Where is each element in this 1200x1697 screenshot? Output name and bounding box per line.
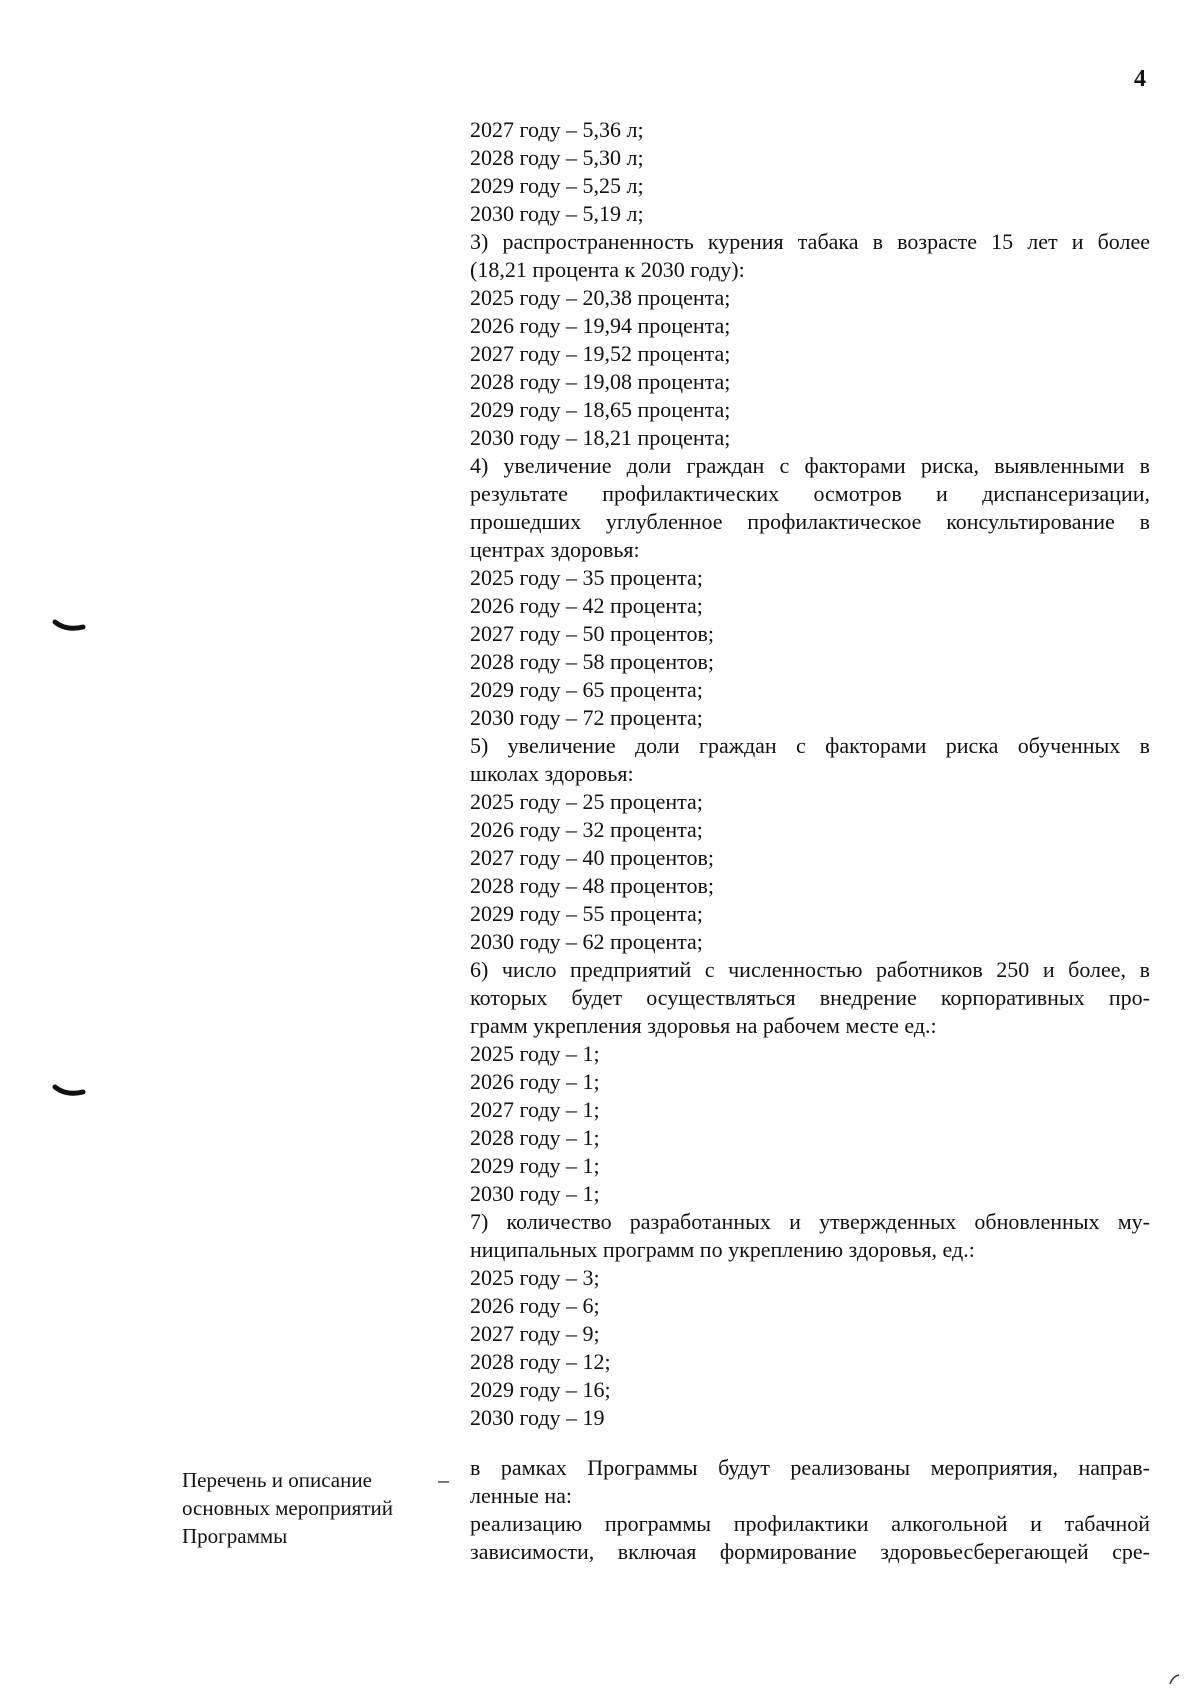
text-line: 2025 году – 1;: [470, 1041, 600, 1066]
text-line: 7) количество разработанных и утвержденных обновленных му-: [470, 1209, 1150, 1234]
text-line: 2027 году – 1;: [470, 1097, 600, 1122]
text-line: 2029 году – 18,65 процента;: [470, 397, 731, 422]
text-line: (18,21 процента к 2030 году):: [470, 257, 745, 282]
text-line: 2026 году – 6;: [470, 1293, 600, 1318]
text-line: 2028 году – 19,08 процента;: [470, 369, 731, 394]
section-gap: [470, 1432, 1150, 1454]
text-line: ниципальных программ по укреплению здоровья, ед.:: [470, 1237, 975, 1262]
text-line: 2028 году – 48 процентов;: [470, 873, 714, 898]
text-line: 2027 году – 5,36 л;: [470, 117, 644, 142]
text-line: зависимости, включая формирование здоровьесберегающей сре-: [470, 1539, 1150, 1564]
text-line: 2028 году – 58 процентов;: [470, 649, 714, 674]
text-line: 2026 году – 19,94 процента;: [470, 313, 731, 338]
text-line: 2027 году – 9;: [470, 1321, 600, 1346]
text-line: 2029 году – 5,25 л;: [470, 173, 644, 198]
margin-mark-icon: [52, 1083, 86, 1101]
text-line: 2026 году – 32 процента;: [470, 817, 703, 842]
text-line: 4) увеличение доли граждан с факторами риска, выявленными в: [470, 453, 1150, 478]
margin-mark-icon: [52, 618, 86, 636]
text-line: 2030 году – 72 процента;: [470, 705, 703, 730]
text-line: 2025 году – 3;: [470, 1265, 600, 1290]
text-line: 2025 году – 35 процента;: [470, 565, 703, 590]
text-line: центрах здоровья:: [470, 537, 640, 562]
text-line: 6) число предприятий с численностью работников 250 и более, в: [470, 957, 1150, 982]
text-line: 2029 году – 65 процента;: [470, 677, 703, 702]
section-label-line: основных мероприятий: [182, 1496, 393, 1520]
text-line: 3) распространенность курения табака в возрасте 15 лет и более: [470, 229, 1150, 254]
section-label: [182, 1466, 442, 1550]
text-line: прошедших углубленное профилактическое консультирование в: [470, 509, 1150, 534]
section-label-line: Программы: [182, 1524, 288, 1548]
text-line: 2027 году – 40 процентов;: [470, 845, 714, 870]
text-line: школах здоровья:: [470, 761, 634, 786]
text-line: результате профилактических осмотров и диспансеризации,: [470, 481, 1150, 506]
text-line: 2027 году – 50 процентов;: [470, 621, 714, 646]
text-line: 2025 году – 20,38 процента;: [470, 285, 731, 310]
text-line: 2026 году – 1;: [470, 1069, 600, 1094]
text-line: 2026 году – 42 процента;: [470, 593, 703, 618]
corner-mark-icon: [1168, 1672, 1182, 1686]
text-line: 2030 году – 5,19 л;: [470, 201, 644, 226]
text-line: 2028 году – 1;: [470, 1125, 600, 1150]
text-line: 2030 году – 62 процента;: [470, 929, 703, 954]
text-line: грамм укрепления здоровья на рабочем месте ед.:: [470, 1013, 937, 1038]
text-line: 2029 году – 16;: [470, 1377, 611, 1402]
section-dash: –: [438, 1467, 449, 1492]
page-number: 4: [1134, 66, 1146, 92]
text-line: 2030 году – 18,21 процента;: [470, 425, 731, 450]
text-line: в рамках Программы будут реализованы мероприятия, направ-: [470, 1455, 1150, 1480]
text-line: 2028 году – 12;: [470, 1349, 611, 1374]
text-line: 2025 году – 25 процента;: [470, 789, 703, 814]
text-line: 2029 году – 1;: [470, 1153, 600, 1178]
text-line: 2029 году – 55 процента;: [470, 901, 703, 926]
text-line: которых будет осуществляться внедрение корпоративных про-: [470, 985, 1150, 1010]
text-line: реализацию программы профилактики алкогольной и табачной: [470, 1511, 1150, 1536]
text-line: 5) увеличение доли граждан с факторами риска обученных в: [470, 733, 1150, 758]
section-label-line: Перечень и описание: [182, 1468, 372, 1492]
main-text-column: [470, 116, 1150, 1566]
text-line: 2030 году – 19: [470, 1405, 605, 1430]
text-line: 2030 году – 1;: [470, 1181, 600, 1206]
text-line: ленные на:: [470, 1483, 572, 1508]
text-line: 2028 году – 5,30 л;: [470, 145, 644, 170]
text-line: 2027 году – 19,52 процента;: [470, 341, 731, 366]
